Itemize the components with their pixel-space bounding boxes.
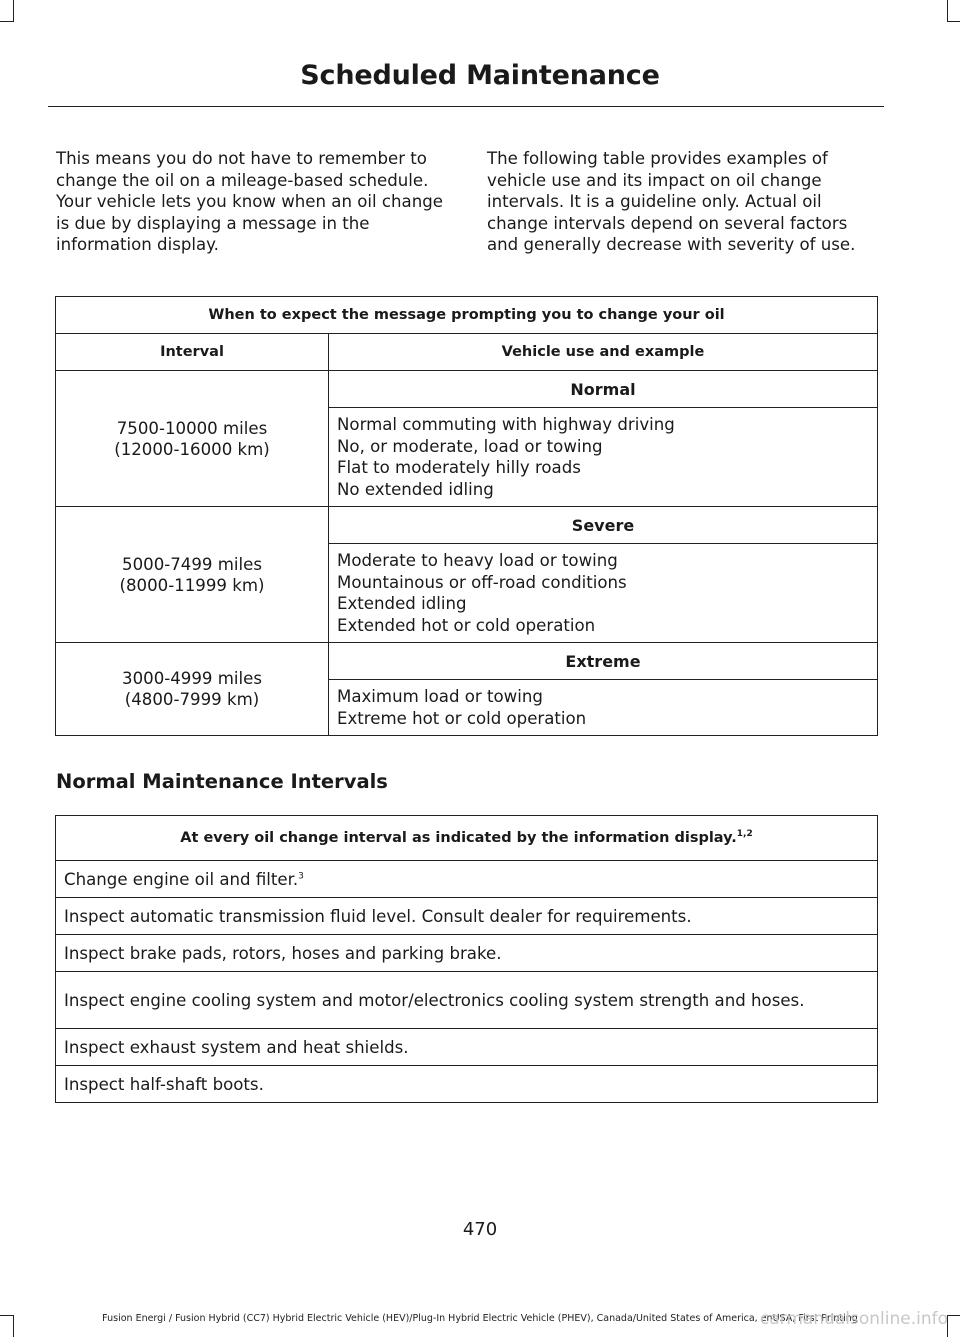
title-rule bbox=[48, 106, 884, 107]
interval-normal bbox=[56, 371, 329, 507]
watermark: carmanualsonline.info bbox=[759, 1309, 948, 1329]
category-extreme: Extreme bbox=[329, 643, 878, 680]
crop-mark-top-left-v bbox=[13, 0, 14, 22]
crop-mark-top-right-h bbox=[947, 21, 960, 22]
use-item: Extended idling bbox=[337, 594, 467, 613]
use-item: No extended idling bbox=[337, 479, 494, 499]
table-row: Inspect exhaust system and heat shields. bbox=[56, 1029, 878, 1066]
uses-extreme bbox=[329, 680, 878, 736]
table-row: Inspect brake pads, rotors, hoses and parking brake. bbox=[56, 935, 878, 972]
uses-normal bbox=[329, 408, 878, 507]
crop-mark-top-right-v bbox=[947, 0, 948, 22]
interval-severe bbox=[56, 507, 329, 643]
interval-km: (8000-11999 km) bbox=[119, 575, 265, 595]
use-item: Normal commuting with highway driving bbox=[337, 415, 675, 434]
use-item: Maximum load or towing bbox=[337, 687, 543, 706]
uses-severe bbox=[329, 544, 878, 643]
section-heading: Normal Maintenance Intervals bbox=[56, 770, 388, 793]
page-number: 470 bbox=[462, 1219, 498, 1240]
interval-miles: 5000-7499 miles bbox=[122, 554, 262, 574]
category-normal: Normal bbox=[329, 371, 878, 408]
intro-right-paragraph: The following table provides examples of vehicle use and its impact on oil change intervals. It is a guideline only. Actual oil change intervals depend on several factors and generally decrease with severity of use. bbox=[487, 149, 856, 254]
table-row: Inspect automatic transmission fluid level. Consult dealer for requirements. bbox=[56, 898, 878, 935]
maintenance-table-caption bbox=[56, 816, 878, 861]
use-item: Moderate to heavy load or towing bbox=[337, 551, 618, 570]
interval-extreme bbox=[56, 643, 329, 736]
maintenance-table bbox=[55, 815, 878, 1103]
use-item: Flat to moderately hilly roads bbox=[337, 458, 581, 477]
table-row bbox=[56, 861, 878, 898]
header-interval: Interval bbox=[56, 334, 329, 371]
interval-miles: 3000-4999 miles bbox=[122, 669, 262, 688]
intro-left-paragraph: This means you do not have to remember to change the oil on a mileage-based schedule. Your vehicle lets you know when an oil change is due by displaying a message in the information display. bbox=[56, 149, 443, 254]
table-row: Inspect half-shaft boots. bbox=[56, 1066, 878, 1103]
use-item: Extreme hot or cold operation bbox=[337, 708, 587, 728]
footer-text: Fusion Energi / Fusion Hybrid (CC7) Hybrid Electric Vehicle (HEV)/Plug-In Hybrid Electric Vehicle (PHEV), Canada/United States of America, enUSA, First Printing bbox=[102, 1313, 858, 1324]
row-footnote: 3 bbox=[298, 870, 304, 881]
interval-miles: 7500-10000 miles bbox=[116, 418, 268, 438]
oil-table-caption: When to expect the message prompting you to change your oil bbox=[56, 297, 878, 334]
caption-text: At every oil change interval as indicated by the information display. bbox=[180, 830, 737, 846]
interval-km: (4800-7999 km) bbox=[124, 690, 260, 709]
oil-change-table bbox=[55, 296, 878, 736]
category-severe: Severe bbox=[329, 507, 878, 544]
caption-footnote: 1,2 bbox=[736, 829, 753, 840]
interval-km: (12000-16000 km) bbox=[114, 439, 270, 459]
header-vehicle-use: Vehicle use and example bbox=[329, 334, 878, 371]
crop-mark-top-left-h bbox=[0, 21, 14, 22]
use-item: Extended hot or cold operation bbox=[337, 615, 596, 635]
use-item: Mountainous or off-road conditions bbox=[337, 572, 627, 592]
page-title: Scheduled Maintenance bbox=[300, 60, 660, 91]
row-text: Change engine oil and filter. bbox=[64, 869, 299, 889]
use-item: No, or moderate, load or towing bbox=[337, 436, 603, 456]
table-row: Inspect engine cooling system and motor/electronics cooling system strength and hoses. bbox=[56, 972, 878, 1029]
